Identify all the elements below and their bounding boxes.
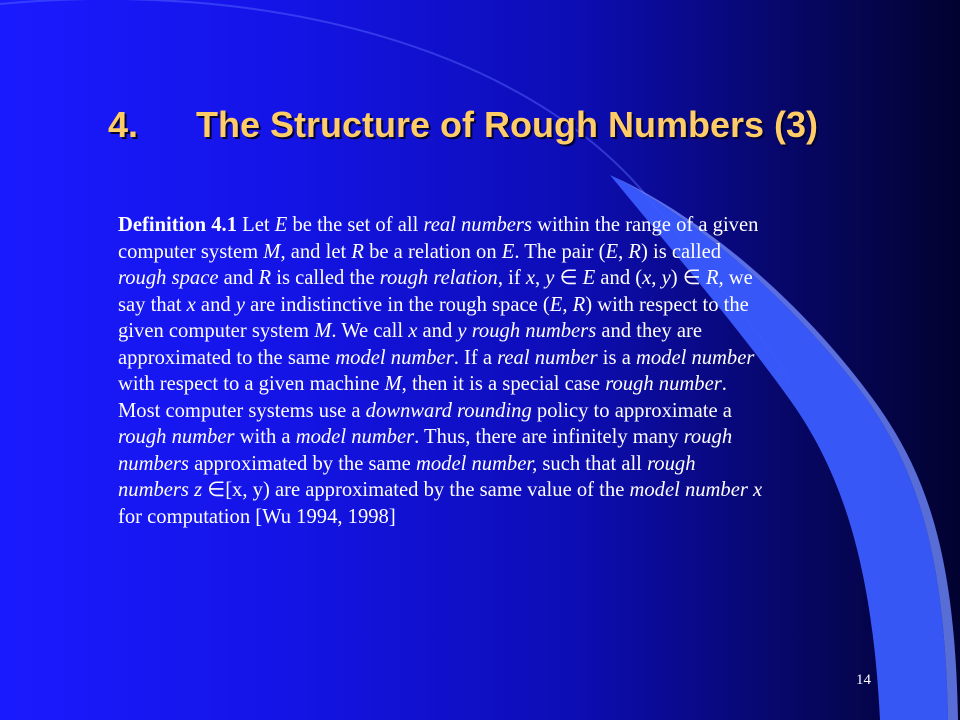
- text-segment: policy to approximate a: [531, 399, 732, 422]
- italic-term: rough: [683, 426, 733, 448]
- text-segment: computer system: [118, 240, 264, 263]
- text-segment: and: [195, 293, 236, 316]
- text-segment: ,: [618, 240, 629, 263]
- italic-term: y: [457, 320, 467, 342]
- text-segment: is called the: [271, 267, 380, 289]
- definition-line: [118, 371, 858, 398]
- italic-term: real numbers: [423, 214, 532, 236]
- italic-term: numbers z: [118, 479, 203, 501]
- definition-line: [118, 239, 858, 266]
- text-segment: such that all: [537, 452, 648, 475]
- text-segment: with respect to a given machine: [118, 373, 385, 395]
- italic-term: model number: [635, 346, 755, 369]
- text-segment: ) with respect to the: [585, 293, 749, 316]
- text-segment: and (: [595, 267, 643, 289]
- definition-line: [118, 292, 858, 319]
- text-segment: approximated by the same: [188, 452, 416, 475]
- definition-line: [118, 212, 858, 239]
- italic-term: rough number: [605, 373, 722, 395]
- italic-term: model number,: [415, 452, 538, 475]
- text-segment: within the range of a given: [531, 214, 759, 236]
- italic-term: M: [263, 240, 281, 263]
- definition-line: [118, 398, 858, 425]
- definition-line: [118, 424, 858, 451]
- definition-label: Definition 4.1: [118, 214, 237, 236]
- text-segment: and: [417, 320, 458, 342]
- text-segment: ) is called: [640, 240, 722, 263]
- text-segment: ,: [562, 293, 573, 316]
- text-segment: be a relation on: [363, 240, 502, 263]
- italic-term: y: [235, 293, 245, 316]
- italic-term: E: [605, 240, 619, 263]
- definition-line: [118, 345, 858, 372]
- text-segment: , if: [497, 267, 526, 289]
- italic-term: rough: [647, 452, 696, 475]
- definition-line: [118, 477, 858, 504]
- slide-title-text: The Structure of Rough Numbers (3): [196, 104, 819, 145]
- italic-term: E: [501, 240, 515, 263]
- italic-term: R: [258, 267, 272, 289]
- text-segment: are indistinctive in the rough space (: [244, 293, 550, 316]
- definition-line: [118, 504, 858, 531]
- italic-term: E: [582, 267, 596, 289]
- text-segment: ∈: [554, 267, 583, 289]
- italic-term: R: [628, 240, 641, 263]
- text-segment: , and let: [280, 240, 352, 263]
- text-segment: . The pair (: [514, 240, 606, 263]
- text-segment: .: [721, 373, 727, 395]
- text-segment: for computation [Wu 1994, 1998]: [118, 505, 396, 528]
- italic-term: E: [274, 214, 288, 236]
- italic-term: rough numbers: [471, 320, 597, 342]
- italic-term: numbers: [118, 452, 189, 475]
- italic-term: x: [642, 267, 652, 289]
- text-segment: given computer system: [118, 320, 315, 342]
- definition-line: [118, 265, 858, 292]
- italic-term: R: [351, 240, 364, 263]
- italic-term: x: [408, 320, 418, 342]
- italic-term: M: [314, 320, 332, 342]
- text-segment: say that: [118, 293, 187, 316]
- italic-term: real number: [497, 346, 598, 369]
- text-segment: Let: [237, 214, 275, 236]
- text-segment: , we: [718, 267, 753, 289]
- text-segment: is a: [597, 346, 636, 369]
- italic-term: model number: [295, 426, 415, 448]
- italic-term: x: [186, 293, 196, 316]
- text-segment: with a: [234, 426, 296, 448]
- text-segment: be the set of all: [287, 214, 424, 236]
- text-segment: ,: [651, 267, 662, 289]
- text-segment: ∈[x, y) are approximated by the same value of the: [202, 479, 630, 501]
- italic-term: M: [384, 373, 402, 395]
- italic-term: rough relation: [379, 267, 498, 289]
- italic-term: x: [525, 267, 535, 289]
- text-segment: Most computer systems use a: [118, 399, 366, 422]
- slide-title-number: 4.: [108, 104, 139, 145]
- text-segment: ) ∈: [670, 267, 706, 289]
- italic-term: rough space: [118, 267, 219, 289]
- text-segment: . We call: [331, 320, 409, 342]
- italic-term: R: [705, 267, 719, 289]
- text-segment: , then it is a special case: [401, 373, 606, 395]
- text-segment: and they are: [596, 320, 702, 342]
- text-segment: . Thus, there are infinitely many: [414, 426, 684, 448]
- italic-term: E: [549, 293, 563, 316]
- text-segment: and: [218, 267, 259, 289]
- italic-term: downward rounding: [365, 399, 532, 422]
- definition-paragraph: [118, 212, 858, 530]
- italic-term: R: [572, 293, 586, 316]
- italic-term: rough number: [118, 426, 235, 448]
- slide-title: [108, 104, 908, 146]
- definition-line: [118, 318, 858, 345]
- page-number: 14: [856, 672, 871, 688]
- text-segment: ,: [534, 267, 546, 289]
- text-segment: approximated to the same: [118, 346, 336, 369]
- definition-line: [118, 451, 858, 478]
- text-segment: . If a: [453, 346, 498, 369]
- italic-term: y: [545, 267, 555, 289]
- italic-term: y: [661, 267, 671, 289]
- italic-term: model number x: [629, 479, 763, 501]
- italic-term: model number: [335, 346, 454, 369]
